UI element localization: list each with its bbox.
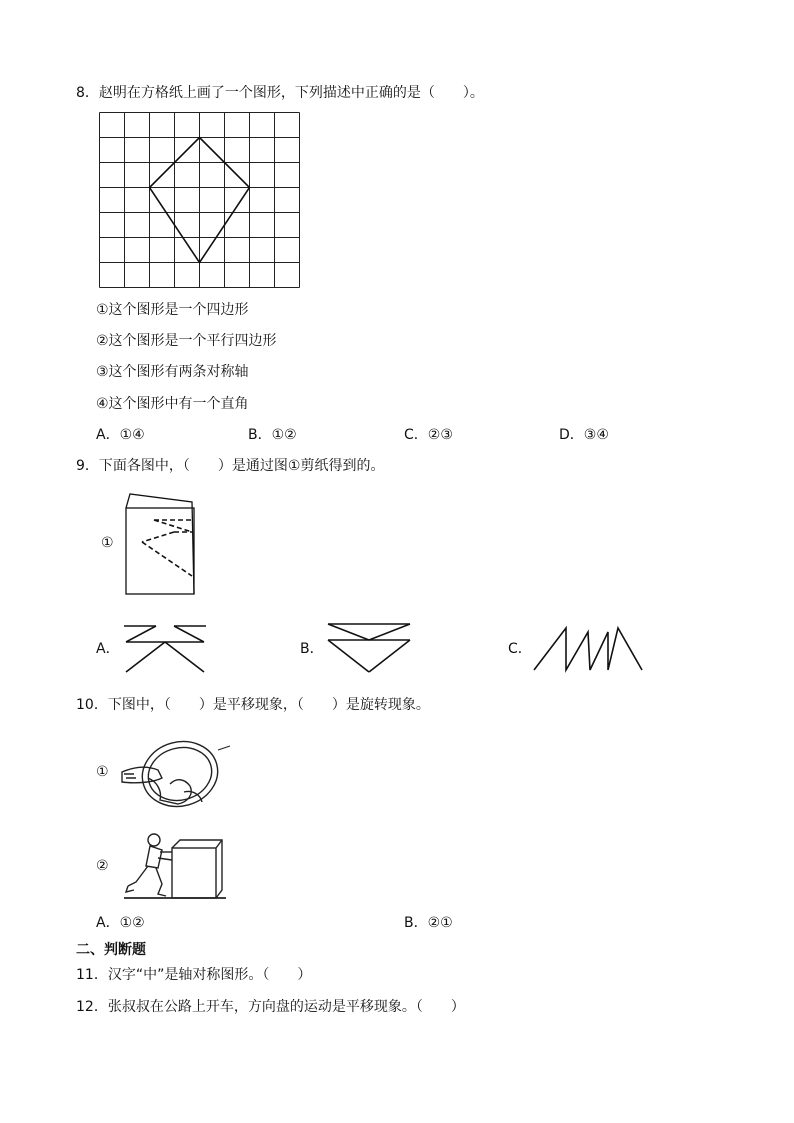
q10-option-b[interactable]: B．②① <box>404 915 453 931</box>
q9-option-c[interactable]: C． <box>508 641 532 657</box>
q9-option-c-figure <box>532 624 646 674</box>
q10-figure-label-2: ② <box>96 858 109 874</box>
q8-stem: 8．赵明在方格纸上画了一个图形，下列描述中正确的是（ ）。 <box>76 85 484 101</box>
q8-option-a[interactable]: A．①④ <box>96 427 145 443</box>
q8-statement-2: ②这个图形是一个平行四边形 <box>96 333 277 349</box>
q9-stem: 9．下面各图中，（ ）是通过图①剪纸得到的。 <box>76 458 385 474</box>
q8-grid-figure <box>99 112 301 290</box>
section-title-judgement: 二、判断题 <box>76 942 146 958</box>
steering-wheel-figure <box>118 732 232 808</box>
q9-folded-paper-figure <box>122 490 198 598</box>
q10-option-a[interactable]: A．①② <box>96 915 145 931</box>
q8-statement-3: ③这个图形有两条对称轴 <box>96 364 249 380</box>
q10-figure-label-1: ① <box>96 764 109 780</box>
q9-option-b-figure <box>324 620 414 676</box>
q9-option-a[interactable]: A． <box>96 641 120 657</box>
q12-stem: 12．张叔叔在公路上开车，方向盘的运动是平移现象。（ ） <box>76 999 465 1015</box>
pushing-box-figure <box>122 830 226 900</box>
q10-stem: 10．下图中，（ ）是平移现象，（ ）是旋转现象。 <box>76 697 430 713</box>
q11-stem: 11．汉字“中”是轴对称图形。（ ） <box>76 967 312 983</box>
q9-option-b[interactable]: B． <box>300 641 324 657</box>
q9-option-a-figure <box>122 622 208 676</box>
q8-option-d[interactable]: D．③④ <box>559 427 609 443</box>
q9-figure-label: ① <box>101 535 114 551</box>
q8-option-b[interactable]: B．①② <box>248 427 297 443</box>
q8-statement-4: ④这个图形中有一个直角 <box>96 396 249 412</box>
q8-option-c[interactable]: C．②③ <box>404 427 453 443</box>
q8-statement-1: ①这个图形是一个四边形 <box>96 302 249 318</box>
